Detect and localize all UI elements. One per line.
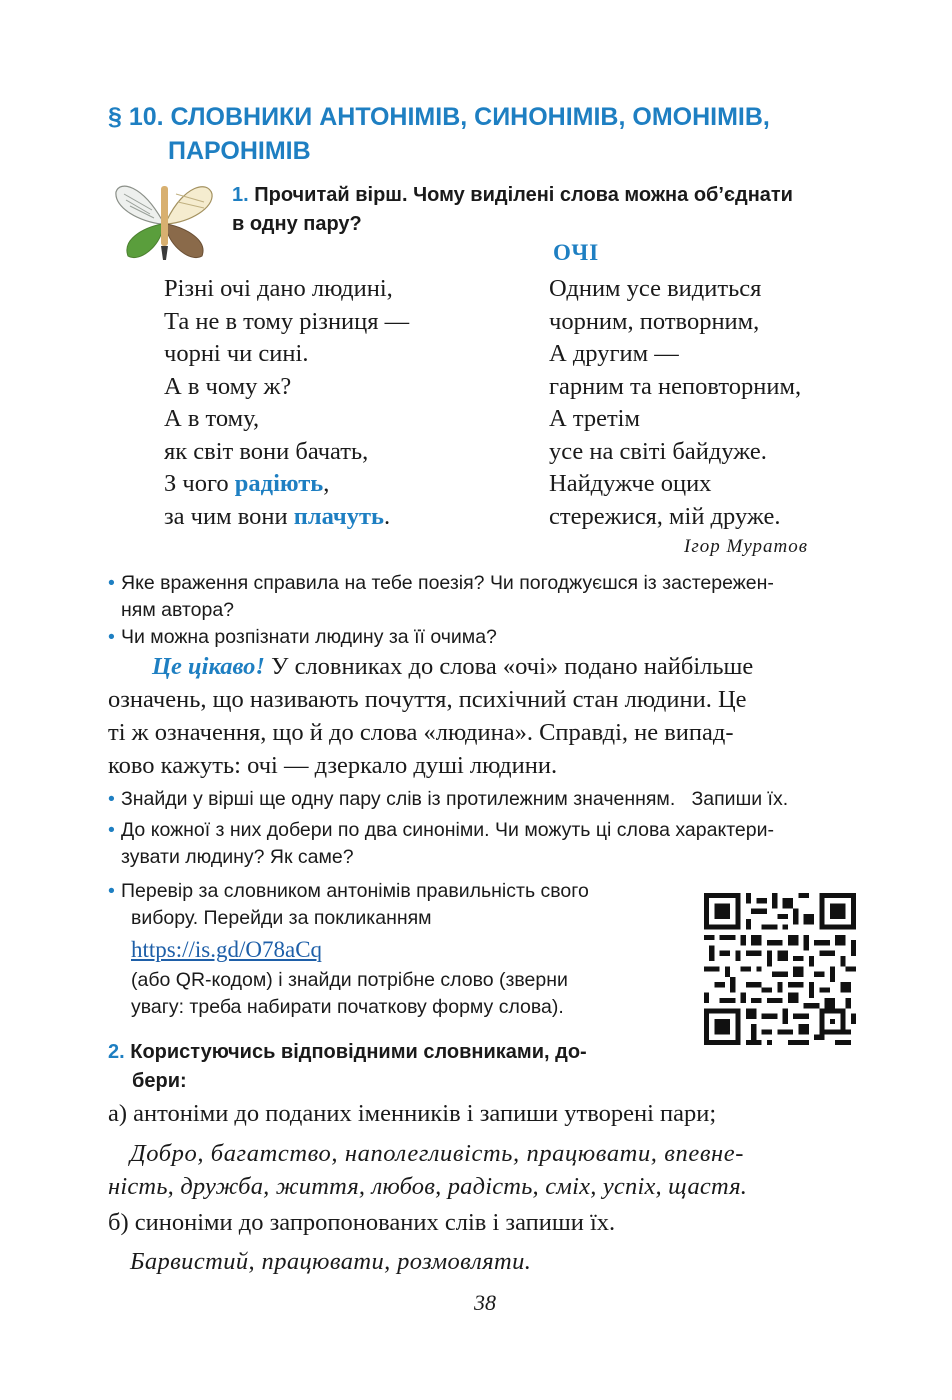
poem-line: Найдужче оцих bbox=[549, 470, 712, 497]
task-1-text-line-1: Прочитай вірш. Чому виділені слова можна об’єднати bbox=[254, 184, 793, 206]
bullet-icon: • bbox=[108, 788, 115, 810]
title-line-1: § 10. СЛОВНИКИ АНТОНІМІВ, СИНОНІМІВ, ОМОНІМІВ, bbox=[108, 103, 770, 131]
question-list-2 bbox=[108, 786, 898, 871]
title-line-2: ПАРОНІМІВ bbox=[168, 137, 311, 165]
task-2-part-b: б) синоніми до запропонованих слів і запиши їх. bbox=[108, 1209, 616, 1236]
task-1-number: 1. bbox=[232, 184, 249, 206]
poem-line: чорним, потворним, bbox=[549, 307, 760, 335]
poem-line: А другим — bbox=[549, 340, 679, 367]
paragraph-text: ті ж означення, що й до слова «людина». Справді, не випад- bbox=[108, 719, 734, 746]
question-item bbox=[108, 786, 898, 813]
qr-code[interactable] bbox=[704, 893, 856, 1045]
instruction-text: (або QR-кодом) і знайди потрібне слово (зверни bbox=[131, 969, 568, 991]
highlighted-word: плачуть bbox=[293, 502, 384, 530]
poem-line bbox=[164, 501, 409, 534]
bullet-icon: • bbox=[108, 819, 115, 841]
task-1-text-line-2: в одну пару? bbox=[232, 213, 362, 235]
bullet-icon: • bbox=[108, 880, 115, 902]
poem-line: Різні очі дано людині, bbox=[164, 275, 393, 302]
poem-text: . bbox=[383, 502, 391, 530]
question-list-1 bbox=[108, 570, 888, 651]
page-title bbox=[108, 100, 868, 168]
poem-line: Та не в тому різниця — bbox=[164, 307, 410, 335]
poem-line: стережися, мій друже. bbox=[549, 502, 781, 530]
poem-right-column bbox=[549, 273, 801, 533]
question-text: Чи можна розпізнати людину за її очима? bbox=[121, 626, 497, 648]
poem-author: Ігор Муратов bbox=[684, 536, 808, 557]
interesting-lead: Це цікаво! bbox=[152, 653, 265, 680]
poem-line: А третім bbox=[549, 405, 640, 432]
poem-line: А в тому, bbox=[164, 405, 260, 432]
poem-line: гарним та неповторним, bbox=[549, 372, 802, 400]
task-2-text: Користуючись відповідними словниками, до- bbox=[130, 1041, 587, 1063]
paragraph-text: означень, що називають почуття, психічний стан людини. Це bbox=[108, 686, 747, 713]
highlighted-word: радіють bbox=[234, 470, 324, 497]
page-number: 38 bbox=[474, 1290, 496, 1315]
poem-line: Одним усе видиться bbox=[549, 275, 762, 302]
task-1 bbox=[232, 181, 872, 239]
task-2-text: бери: bbox=[132, 1070, 187, 1092]
check-instruction bbox=[108, 878, 688, 1021]
poem-line bbox=[164, 468, 409, 501]
poem-title: ОЧІ bbox=[553, 240, 600, 265]
bullet-icon: • bbox=[108, 626, 115, 648]
bullet-icon: • bbox=[108, 572, 115, 594]
question-text: зувати людину? Як саме? bbox=[121, 846, 354, 868]
word-list: ність, дружба, життя, любов, радість, сміх, успіх, щастя. bbox=[108, 1173, 748, 1200]
poem-left-column bbox=[164, 273, 409, 533]
question-text: Знайди у вірші ще одну пару слів із протилежним значенням. Запиши їх. bbox=[121, 788, 789, 810]
poem-text: за чим вони bbox=[164, 502, 294, 530]
question-item bbox=[108, 624, 888, 651]
poem-line: чорні чи сині. bbox=[164, 340, 309, 367]
paragraph-text: ково кажуть: очі — дзеркало душі людини. bbox=[108, 752, 558, 779]
poem-line: А в чому ж? bbox=[164, 372, 292, 400]
instruction-text: увагу: треба набирати початкову форму слова). bbox=[131, 996, 564, 1018]
task-2-number: 2. bbox=[108, 1041, 125, 1063]
poem-line: як світ вони бачать, bbox=[164, 437, 369, 465]
instruction-text: Перевір за словником антонімів правильність свого bbox=[121, 880, 589, 902]
question-text: ням автора? bbox=[121, 599, 235, 621]
dictionary-link[interactable]: https://is.gd/O78aCq bbox=[131, 937, 323, 962]
poem-text: З чого bbox=[164, 470, 235, 497]
question-text: Яке враження справила на тебе поезія? Чи погоджуєшся із застережен- bbox=[121, 572, 774, 594]
instruction-text: вибору. Перейди за покликанням bbox=[131, 907, 432, 929]
question-item bbox=[108, 817, 898, 871]
task-2 bbox=[108, 1038, 668, 1096]
poem-line: усе на світі байдуже. bbox=[549, 437, 767, 465]
word-list: Добро, багатство, наполегливість, працювати, впевне- bbox=[130, 1140, 745, 1167]
question-item bbox=[108, 570, 888, 624]
task-2-words-b: Барвистий, працювати, розмовляти. bbox=[130, 1248, 532, 1275]
poem-text: , bbox=[323, 470, 330, 497]
paragraph-text: У словниках до слова «очі» подано найбільше bbox=[264, 653, 754, 680]
task-2-part-a: а) антоніми до поданих іменників і запиши утворені пари; bbox=[108, 1100, 717, 1127]
interesting-paragraph bbox=[108, 650, 883, 782]
task-2-words-a bbox=[108, 1137, 884, 1203]
question-text: До кожної з них добери по два синоніми. Чи можуть ці слова характери- bbox=[121, 819, 774, 841]
butterfly-brush-icon bbox=[112, 180, 217, 262]
